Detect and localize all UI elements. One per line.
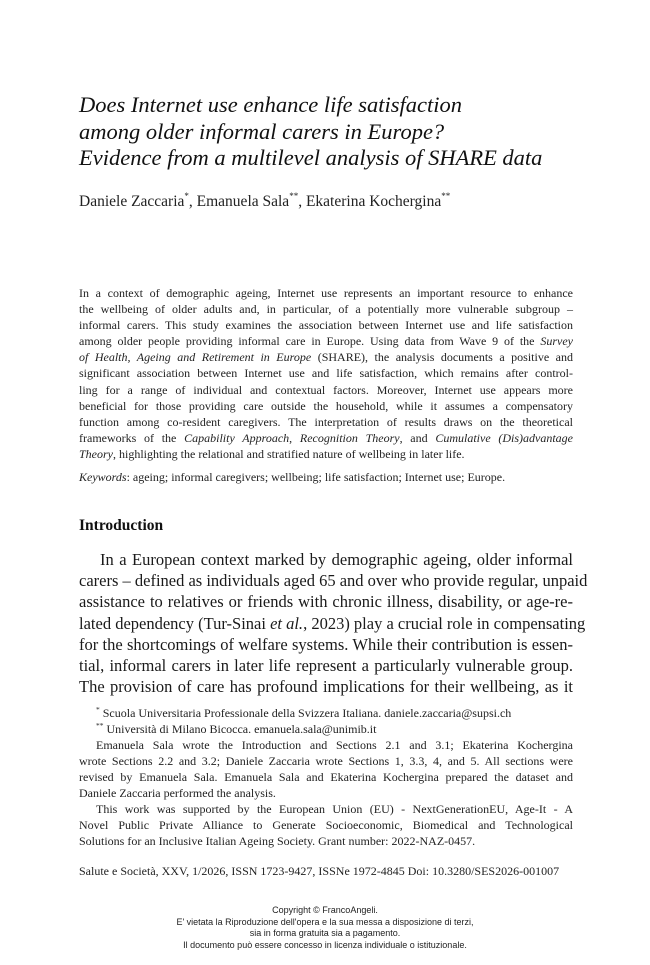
article-title	[79, 92, 599, 172]
keywords	[79, 469, 573, 485]
copyright-line: Il documento può essere concesso in licenza individuale o istituzionale.	[183, 939, 467, 950]
author-list	[79, 193, 450, 211]
abstract-line: ling for a range of individual and contextual factors. Moreover, Internet use appears more	[79, 382, 573, 397]
footnotes	[79, 705, 573, 849]
abstract	[79, 285, 573, 462]
footnote-affiliation: ** Università di Milano Bicocca. emanuela.sala@unimib.it	[96, 721, 377, 736]
author-name: Emanuela Sala	[196, 193, 290, 210]
body-line: In a European context marked by demographic ageing, older informal	[100, 550, 573, 569]
body-line: carers – defined as individuals aged 65 and over who provide regular, unpaid	[79, 571, 588, 591]
section-heading: Introduction	[79, 517, 164, 534]
abstract-line: of Health, Ageing and Retirement in Europe (SHARE), the analysis documents a positive and	[79, 350, 574, 365]
keywords-label: Keywords	[79, 470, 127, 484]
abstract-line: the wellbeing of older adults and, in particular, of a potentially more vulnerable subgroup –	[79, 302, 573, 317]
body-line: The provision of care has profound implications for their wellbeing, as it	[79, 677, 573, 697]
copyright-line: E' vietata la Riproduzione dell'opera e la sua messa a disposizione di terzi,	[176, 916, 474, 927]
footnote-contribution: revised by Emanuela Sala. Emanuela Sala and Ekaterina Kochergina prepared the dataset and	[79, 770, 573, 784]
abstract-line: In a context of demographic ageing, Internet use represents an important resource to enhance	[79, 286, 573, 300]
footnote-funding: This work was supported by the European Union (EU) - NextGenerationEU, Age-It - A	[96, 802, 573, 816]
abstract-line: among older people providing informal care in Europe. Using data from Wave 9 of the Survey	[79, 334, 573, 349]
title-line-2: among older informal carers in Europe?	[79, 118, 445, 144]
copyright-notice	[0, 905, 650, 951]
journal-citation: Salute e Società, XXV, 1/2026, ISSN 1723-9427, ISSNe 1972-4845 Doi: 10.3280/SES2026-001007	[79, 864, 560, 878]
author-name: Ekaterina Kochergina	[305, 193, 442, 210]
abstract-line: beneficial for those providing care outside the household, while it assumes a compensatory	[79, 398, 573, 413]
footnote-contribution: wrote Sections 2.2 and 3.2; Daniele Zaccaria wrote Sections 1, 3.3, 4, and 5. All sections were	[79, 754, 573, 768]
body-line: assistance to relatives or friends with chronic illness, disability, or age-re-	[79, 592, 573, 612]
author-name: Daniele Zaccaria	[79, 193, 185, 210]
footnote-funding: Novel Public Private Alliance to Generate Socioeconomic, Biomedical and Technological	[79, 818, 573, 832]
footnote-contribution: Daniele Zaccaria performed the analysis.	[79, 786, 276, 800]
introduction-body	[79, 549, 588, 697]
author-separator: ,	[298, 193, 306, 210]
abstract-line: Theory, highlighting the relational and stratified nature of wellbeing in later life.	[79, 446, 465, 461]
affiliation-mark: *	[184, 191, 189, 201]
body-line: tial, informal carers in later life represent a particularly vulnerable group.	[79, 656, 573, 676]
footnote-contribution: Emanuela Sala wrote the Introduction and Sections 2.1 and 3.1; Ekaterina Kochergina	[96, 738, 573, 752]
abstract-line: function among co-resident caregivers. The interpretation of results draws on the theoretical	[79, 414, 573, 429]
title-line-3: Evidence from a multilevel analysis of SHARE data	[79, 145, 543, 170]
abstract-line: informal carers. This study examines the association between Internet use and life satisfaction	[79, 318, 573, 333]
author-separator: ,	[188, 193, 197, 210]
footnote-funding: Solutions for an Inclusive Italian Ageing Society. Grant number: 2022-NAZ-0457.	[79, 834, 476, 848]
affiliation-mark: **	[289, 191, 299, 201]
copyright-line: Copyright © FrancoAngeli.	[272, 905, 378, 915]
abstract-line: significant association between Internet use and life satisfaction, which remains after control-	[79, 366, 573, 381]
body-line: lated dependency (Tur-Sinai et al., 2023) play a crucial role in compensating	[79, 613, 586, 633]
body-line: for the shortcomings of welfare systems. While their contribution is essen-	[79, 634, 573, 654]
title-line-1: Does Internet use enhance life satisfaction	[79, 92, 463, 117]
copyright-line: sia in forma gratuita sia a pagamento.	[249, 928, 401, 938]
footnote-affiliation: * Scuola Universitaria Professionale della Svizzera Italiana. daniele.zaccaria@supsi.ch	[96, 705, 512, 720]
keywords-text: : ageing; informal caregivers; wellbeing; life satisfaction; Internet use; Europe.	[126, 470, 506, 484]
abstract-line: frameworks of the Capability Approach, Recognition Theory, and Cumulative (Dis)advantage	[79, 430, 574, 445]
affiliation-mark: **	[441, 191, 451, 201]
